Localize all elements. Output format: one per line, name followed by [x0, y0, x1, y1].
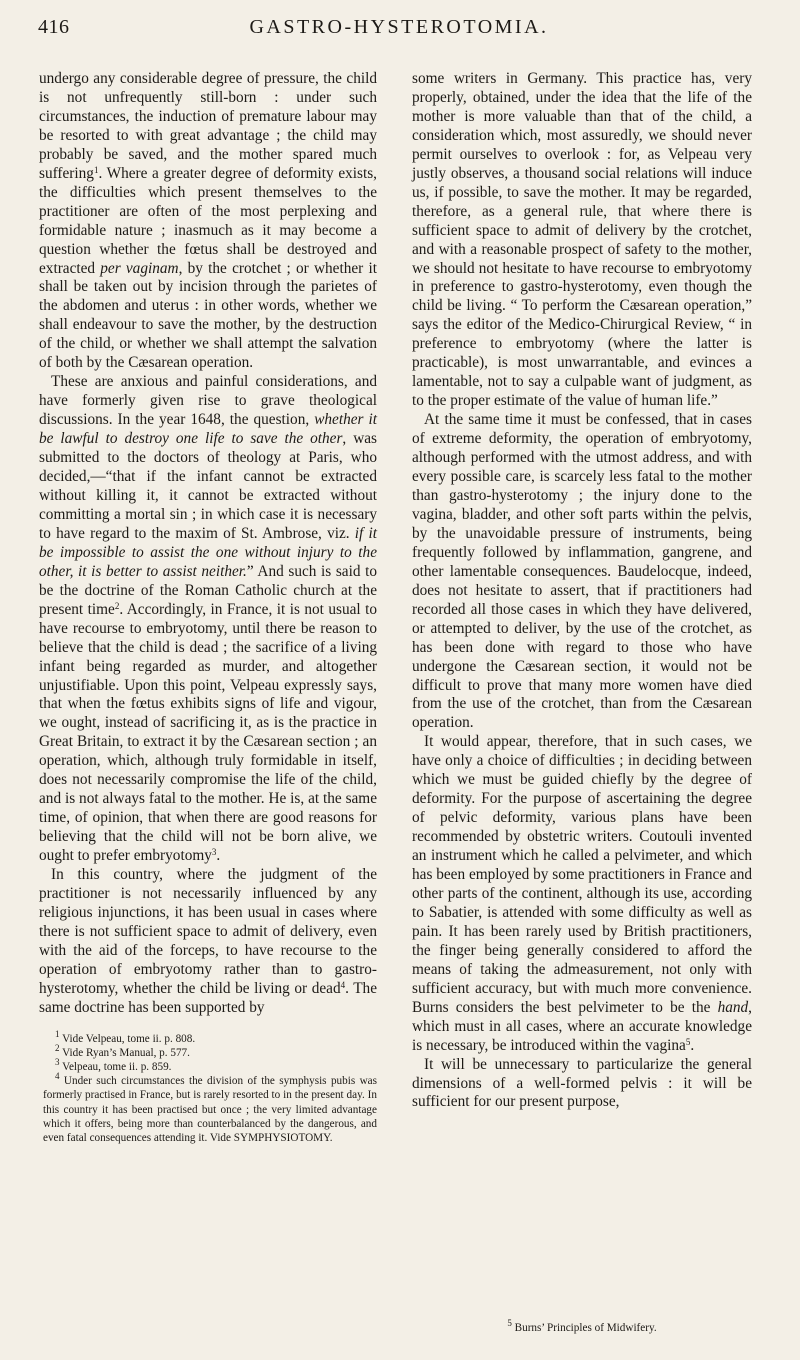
paragraph: some writers in Germany. This practice has, very properly, obtained, under the idea that the life of the mother is more valuable than that of the child, a consideration which, most assuredly, we should never permit ourselves to overlook : for, as Velpeau very justly observes, a thousand social relations will induce us, if possible, to save the mother. It may be regarded, therefore, as a general rule, that where there is sufficient space to admit of delivery by the crotchet, and with a reasonable prospect of safety to the mother, we should not hesitate to have recourse to embryotomy in preference to gastro-hysterotomy, even though the child be living. “ To perform the Cæsarean operation,” says the editor of the Medico-Chirurgical Review, “ in preference to embryotomy (where the latter is practicable), is most unwarrantable, and evinces a lamentable, not to say a culpable want of judgment, as to the proper estimate of the value of human life.” [412, 70, 752, 410]
footnote-ref: 1 [93, 164, 99, 175]
right-column [412, 70, 752, 1112]
footnote-ref: 3 [211, 847, 217, 858]
footnote: $^5$ Burns’ Principles of Midwifery. [507, 1318, 657, 1334]
paragraph: These are anxious and painful considerations, and have formerly given rise to grave theological discussions. In the year 1648, the question, whether it be lawful to destroy one life to save the other, was submitted to the doctors of theology at Paris, who decided,—“that if the infant cannot be extracted without killing it, it cannot be extracted without committing a mortal sin ; in which case it is necessary to have regard to the maxim of St. Ambrose, viz. if it be impossible to assist the one without injury to the other, it is better to assist neither.” And such is said to be the doctrine of the Roman Catholic church at the present time$^2$. Accordingly, in France, it is not usual to have recourse to embryotomy, until there be reason to believe that the child is dead ; the sacrifice of a living infant being regarded as murder, and altogether unjustifiable. Upon this point, Velpeau expressly says, that when the fœtus exhibits signs of life and vigour, we ought, instead of sacrificing it, as is the practice in Great Britain, to extract it by the Cæsarean section ; an operation, which, although truly formidable in itself, does not necessarily compromise the life of the child, and is not always fatal to the mother. He is, at the same time, of opinion, that when there are good reasons for believing that the child will not be born alive, we ought to prefer embryotomy$^3$. [39, 373, 378, 865]
left-column [39, 70, 377, 1145]
page-header [38, 14, 760, 42]
footnote: $^2$ Vide Ryan’s Manual, p. 577. [55, 1042, 190, 1059]
paragraph: At the same time it must be confessed, that in cases of extreme deformity, the operation of embryotomy, although performed with the utmost address, and with every possible care, is scarcely less fatal to the mother than gastro-hysterotomy ; the injury done to the vagina, bladder, and other soft parts within the pelvis, by the unavoidable pressure of instruments, being frequently followed by inflammation, gangrene, and other lamentable consequences. Baudelocque, indeed, does not hesitate to assert, that if practitioners had recorded all those cases in which they have delivered, or attempted to deliver, by the use of the crotchet, as has been done with regard to those who have undergone the Cæsarean section, it would not be difficult to prove that many more women have died from the use of the crotchet, than from the Cæsarean operation. [412, 411, 752, 732]
footnote: $^1$ Vide Velpeau, tome ii. p. 808. [55, 1028, 196, 1045]
paragraph: In this country, where the judgment of the practitioner is not necessarily influenced by any religious injunctions, it has been usual in cases where there is not sufficient space to admit of delivery, even with the aid of the forceps, to have recourse to the operation of embryotomy rather than to gastro-hysterotomy, whether the child be living or dead$^4$. The same doctrine has been supported by [39, 866, 377, 1016]
footnote: $^3$ Velpeau, tome ii. p. 859. [55, 1057, 172, 1074]
footnotes [39, 1028, 377, 1146]
footnote: $^4$ Under such circumstances the division of the symphysis pubis was formerly practised in France, but is rarely resorted to in the present day. In this country it has been practised but once ; the very limited advantage which it offers, being more than counterbalanced by the dangerous, and even fatal consequences attending it. Vide SYMPHYSIOTOMY. [43, 1071, 377, 1145]
page-number: 416 [38, 16, 70, 38]
footnote-ref: 2 [114, 600, 120, 611]
footnote-ref: 5 [685, 1036, 691, 1047]
paragraph: It would appear, therefore, that in such cases, we have only a choice of difficulties ; in deciding between which we must be guided chiefly by the degree of deformity. For the purpose of ascertaining the degree of pelvic deformity, various plans have been recommended by obstetric writers. Coutouli invented an instrument which he called a pelvimeter, and which has been employed by some practitioners in France and other parts of the continent, although its use, according to Sabatier, is attended with some difficulty as well as pain. It has been rarely used by British practitioners, the finger being generally considered to afford the means of taking the admeasurement, not only with sufficient accuracy, but with much more convenience. Burns considers the best pelvimeter to be the hand, which must in all cases, where an accurate knowledge is necessary, be introduced within the vagina$^5$. [412, 733, 752, 1054]
footnote-ref: 4 [340, 979, 346, 990]
running-title: GASTRO-HYSTEROTOMIA. [249, 16, 549, 38]
paragraph: undergo any considerable degree of pressure, the child is not unfrequently still-born : under such circumstances, the induction of premature labour may be resorted to with great advantage ; the child may probably be saved, and the mother spared much suffering$^1$. Where a greater degree of deformity exists, the difficulties which present themselves to the practitioner are often of the most perplexing and formidable nature ; inasmuch as it may become a question whether the fœtus shall be destroyed and extracted per vaginam, by the crotchet ; or whether it shall be taken out by incision through the parietes of the abdomen and uterus : in other words, whether we shall endeavour to save the mother, by the destruction of the child, or whether we shall attempt the salvation of both by the Cæsarean operation. [39, 70, 377, 372]
paragraph: It will be unnecessary to particularize the general dimensions of a well-formed pelvis : it will be sufficient for our present purpose, [412, 1055, 752, 1111]
